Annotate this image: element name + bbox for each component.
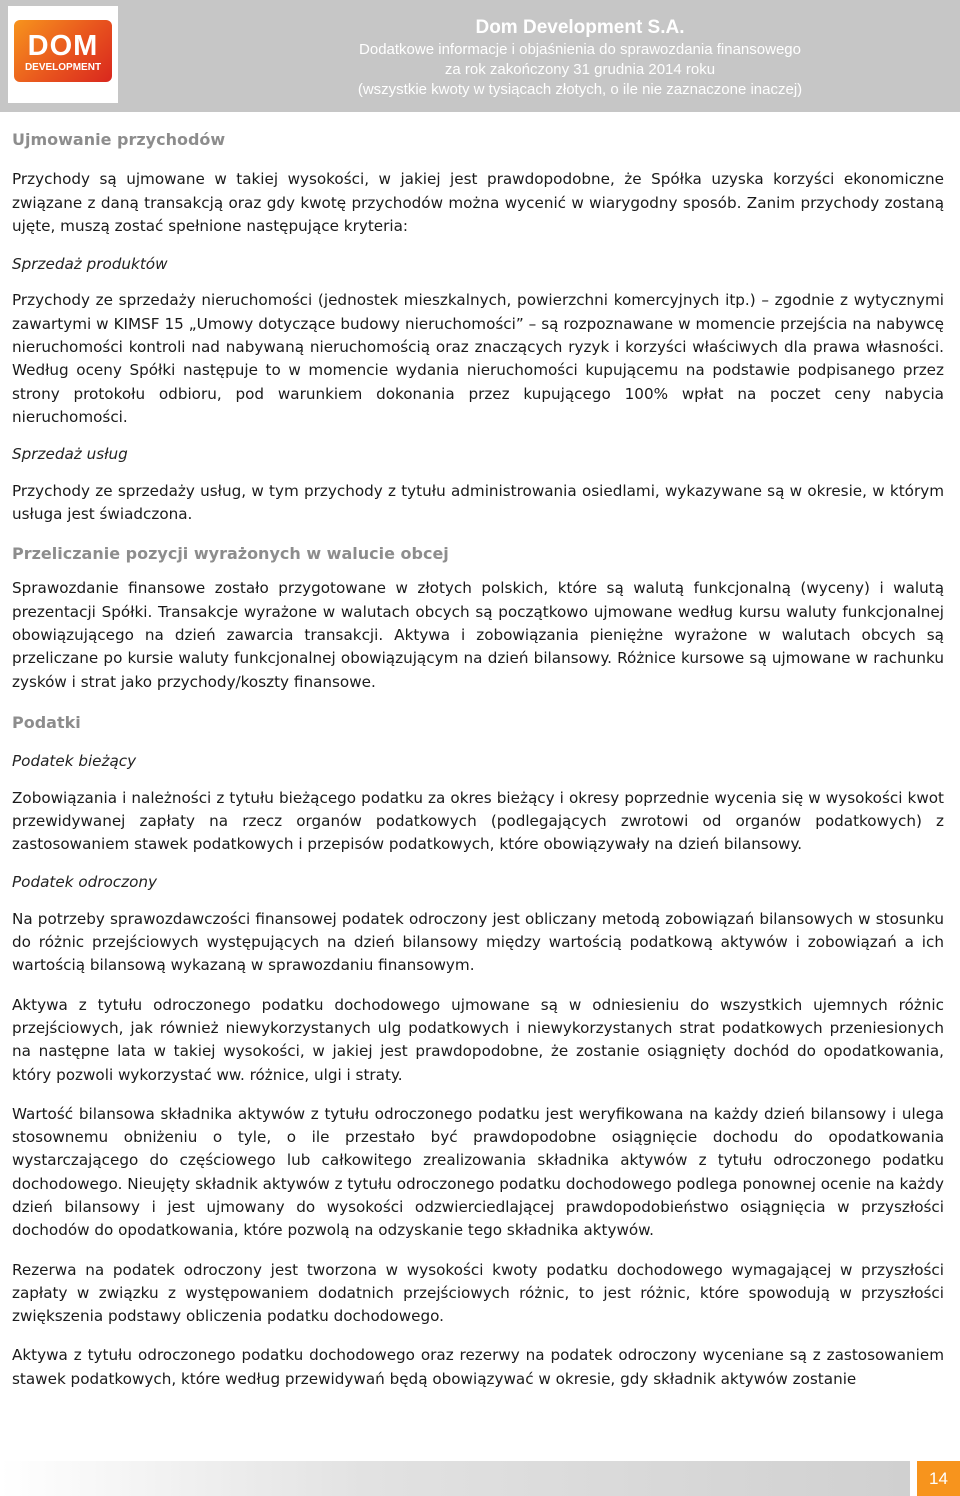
services-text: Przychody ze sprzedaży usług, w tym przychody z tytułu administrowania osiedlami, wykazywane są w okresie, w którym usługa jest świadczona. (12, 481, 944, 523)
section-heading-revenue: Ujmowanie przychodów (12, 130, 226, 149)
current-tax-text: Zobowiązania i należności z tytułu bieżącego podatku za okres bieżący i okresy poprzednie wycenia się w wysokości kwot przewidywanej zapłaty na rzecz organów podatkowych (podlegających zwrotowi od organów podatkowych) z zastosowaniem stawek podatkowych i przepisów podatkowych, które obowiązywały na dzień bilansowy. (12, 788, 944, 854)
units-note: (wszystkie kwoty w tysiącach złotych, o ile nie zaznaczone inaczej) (357, 81, 803, 98)
page-content (12, 128, 944, 1391)
deferred-tax-paragraph: Rezerwa na podatek odroczony jest tworzona w wysokości kwoty podatku dochodowego wymagającej w przyszłości zapłaty w związku z występowaniem dodatnich przejściowych różnic, to jest różnic, które spowodują w przyszłości zwiększenia podstawy obliczenia podatku dochodowego. (12, 1260, 944, 1326)
subheading-deferred-tax: Podatek odroczony (12, 873, 158, 892)
company-name: Dom Development S.A. (475, 17, 685, 38)
page-header (0, 0, 960, 112)
header-text (240, 16, 920, 100)
deferred-tax-paragraph: Wartość bilansowa składnika aktywów z tytułu odroczonego podatku jest weryfikowana na każdy dzień bilansowy i ulega stosownemu obniżeniu o tyle, o ile przestało być prawdopodobne osiągnięcie dochodu do opodatkowania wystarczającego do częściowego lub całkowitego zrealizowania składnika aktywów z tytułu odroczonego podatku dochodowego. Nieujęty składnik aktywów z tytułu odroczonego podatku dochodowego podlega ponownej ocenie na każdy dzień bilansowy i jest ujmowany do wysokości odzwierciedlającej prawdopodobieństwo osiągnięcia w przyszłości dochodów do opodatkowania, które pozwolą na odzyskanie tego składnika aktywów. (12, 1104, 944, 1240)
subheading-services: Sprzedaż usług (12, 445, 128, 464)
page-number: 14 (917, 1461, 960, 1496)
deferred-tax-paragraph: Aktywa z tytułu odroczonego podatku dochodowego oraz rezerwy na podatek odroczony wyceniane są z zastosowaniem stawek podatkowych, które według przewidywań będą obowiązywać w okresie, gdy składnik aktywów zostanie (12, 1346, 944, 1388)
company-logo (8, 6, 118, 103)
logo-text: DOM (27, 30, 99, 62)
report-title: Dodatkowe informacje i objaśnienia do sprawozdania finansowego (359, 41, 801, 58)
logo-mark (14, 20, 112, 82)
logo-subtext: DEVELOPMENT (24, 62, 102, 73)
section-heading-fx: Przeliczanie pozycji wyrażonych w walucie obcej (12, 544, 449, 564)
page-footer (0, 1461, 960, 1496)
footer-bar (0, 1461, 910, 1496)
deferred-tax-paragraph: Na potrzeby sprawozdawczości finansowej podatek odroczony jest obliczany metodą zobowiązań bilansowych w stosunku do różnic przejściowych występujących na dzień bilansowy między wartością podatkową aktywów i zobowiązań a ich wartością bilansową wykazaną w sprawozdaniu finansowym. (12, 909, 944, 975)
subheading-current-tax: Podatek bieżący (12, 752, 137, 771)
fx-text: Sprawozdanie finansowe zostało przygotowane w złotych polskich, które są walutą funkcjonalną (wyceny) i walutą prezentacji Spółki. Transakcje wyrażone w walutach obcych są początkowo ujmowane według kursu waluty funkcjonalnej obowiązującego na dzień zawarcia transakcji. Aktywa i zobowiązania pieniężne wyrażone w walutach obcych są przeliczane po kursie waluty funkcjonalnej obowiązującym na dzień bilansowy. Różnice kursowe są ujmowane w rachunku zysków i strat jako przychody/koszty finansowe. (12, 579, 944, 691)
products-text: Przychody ze sprzedaży nieruchomości (jednostek mieszkalnych, powierzchni komercyjnych itp.) – zgodnie z wytycznymi zawartymi w KIMSF 15 „Umowy dotyczące budowy nieruchomości” – są rozpoznawane w momencie przejścia na nabywcę nieruchomości kontroli nad nabywaną nieruchomością oraz znaczących ryzyk i korzyści właściwych dla prawa własności. Według oceny Spółki następuje to w momencie wydania nieruchomości kupującemu na podstawie podpisanego przez strony protokołu odbioru, pod warunkiem dokonania przez kupującego 100% wpłat na poczet ceny nabycia nieruchomości. (12, 291, 944, 426)
section-heading-taxes: Podatki (12, 712, 81, 732)
subheading-products: Sprzedaż produktów (12, 255, 168, 274)
deferred-tax-paragraph: Aktywa z tytułu odroczonego podatku dochodowego ujmowane są w odniesieniu do wszystkich ujemnych różnic przejściowych, jak również niewykorzystanych ulg podatkowych i niewykorzystanych strat podatkowych przeniesionych na następne lata w takiej wysokości, w jakiej jest prawdopodobne, że zostanie osiągnięty dochód do opodatkowania, który pozwoli wykorzystać ww. różnice, ulgi i straty. (12, 995, 944, 1084)
report-period: za rok zakończony 31 grudnia 2014 roku (444, 61, 716, 78)
revenue-intro: Przychody są ujmowane w takiej wysokości, w jakiej jest prawdopodobne, że Spółka uzyska korzyści ekonomiczne związane z daną transakcją oraz gdy kwotę przychodów można wycenić w wiarygodny sposób. Zanim przychody zostaną ujęte, muszą zostać spełnione następujące kryteria: (12, 170, 944, 235)
